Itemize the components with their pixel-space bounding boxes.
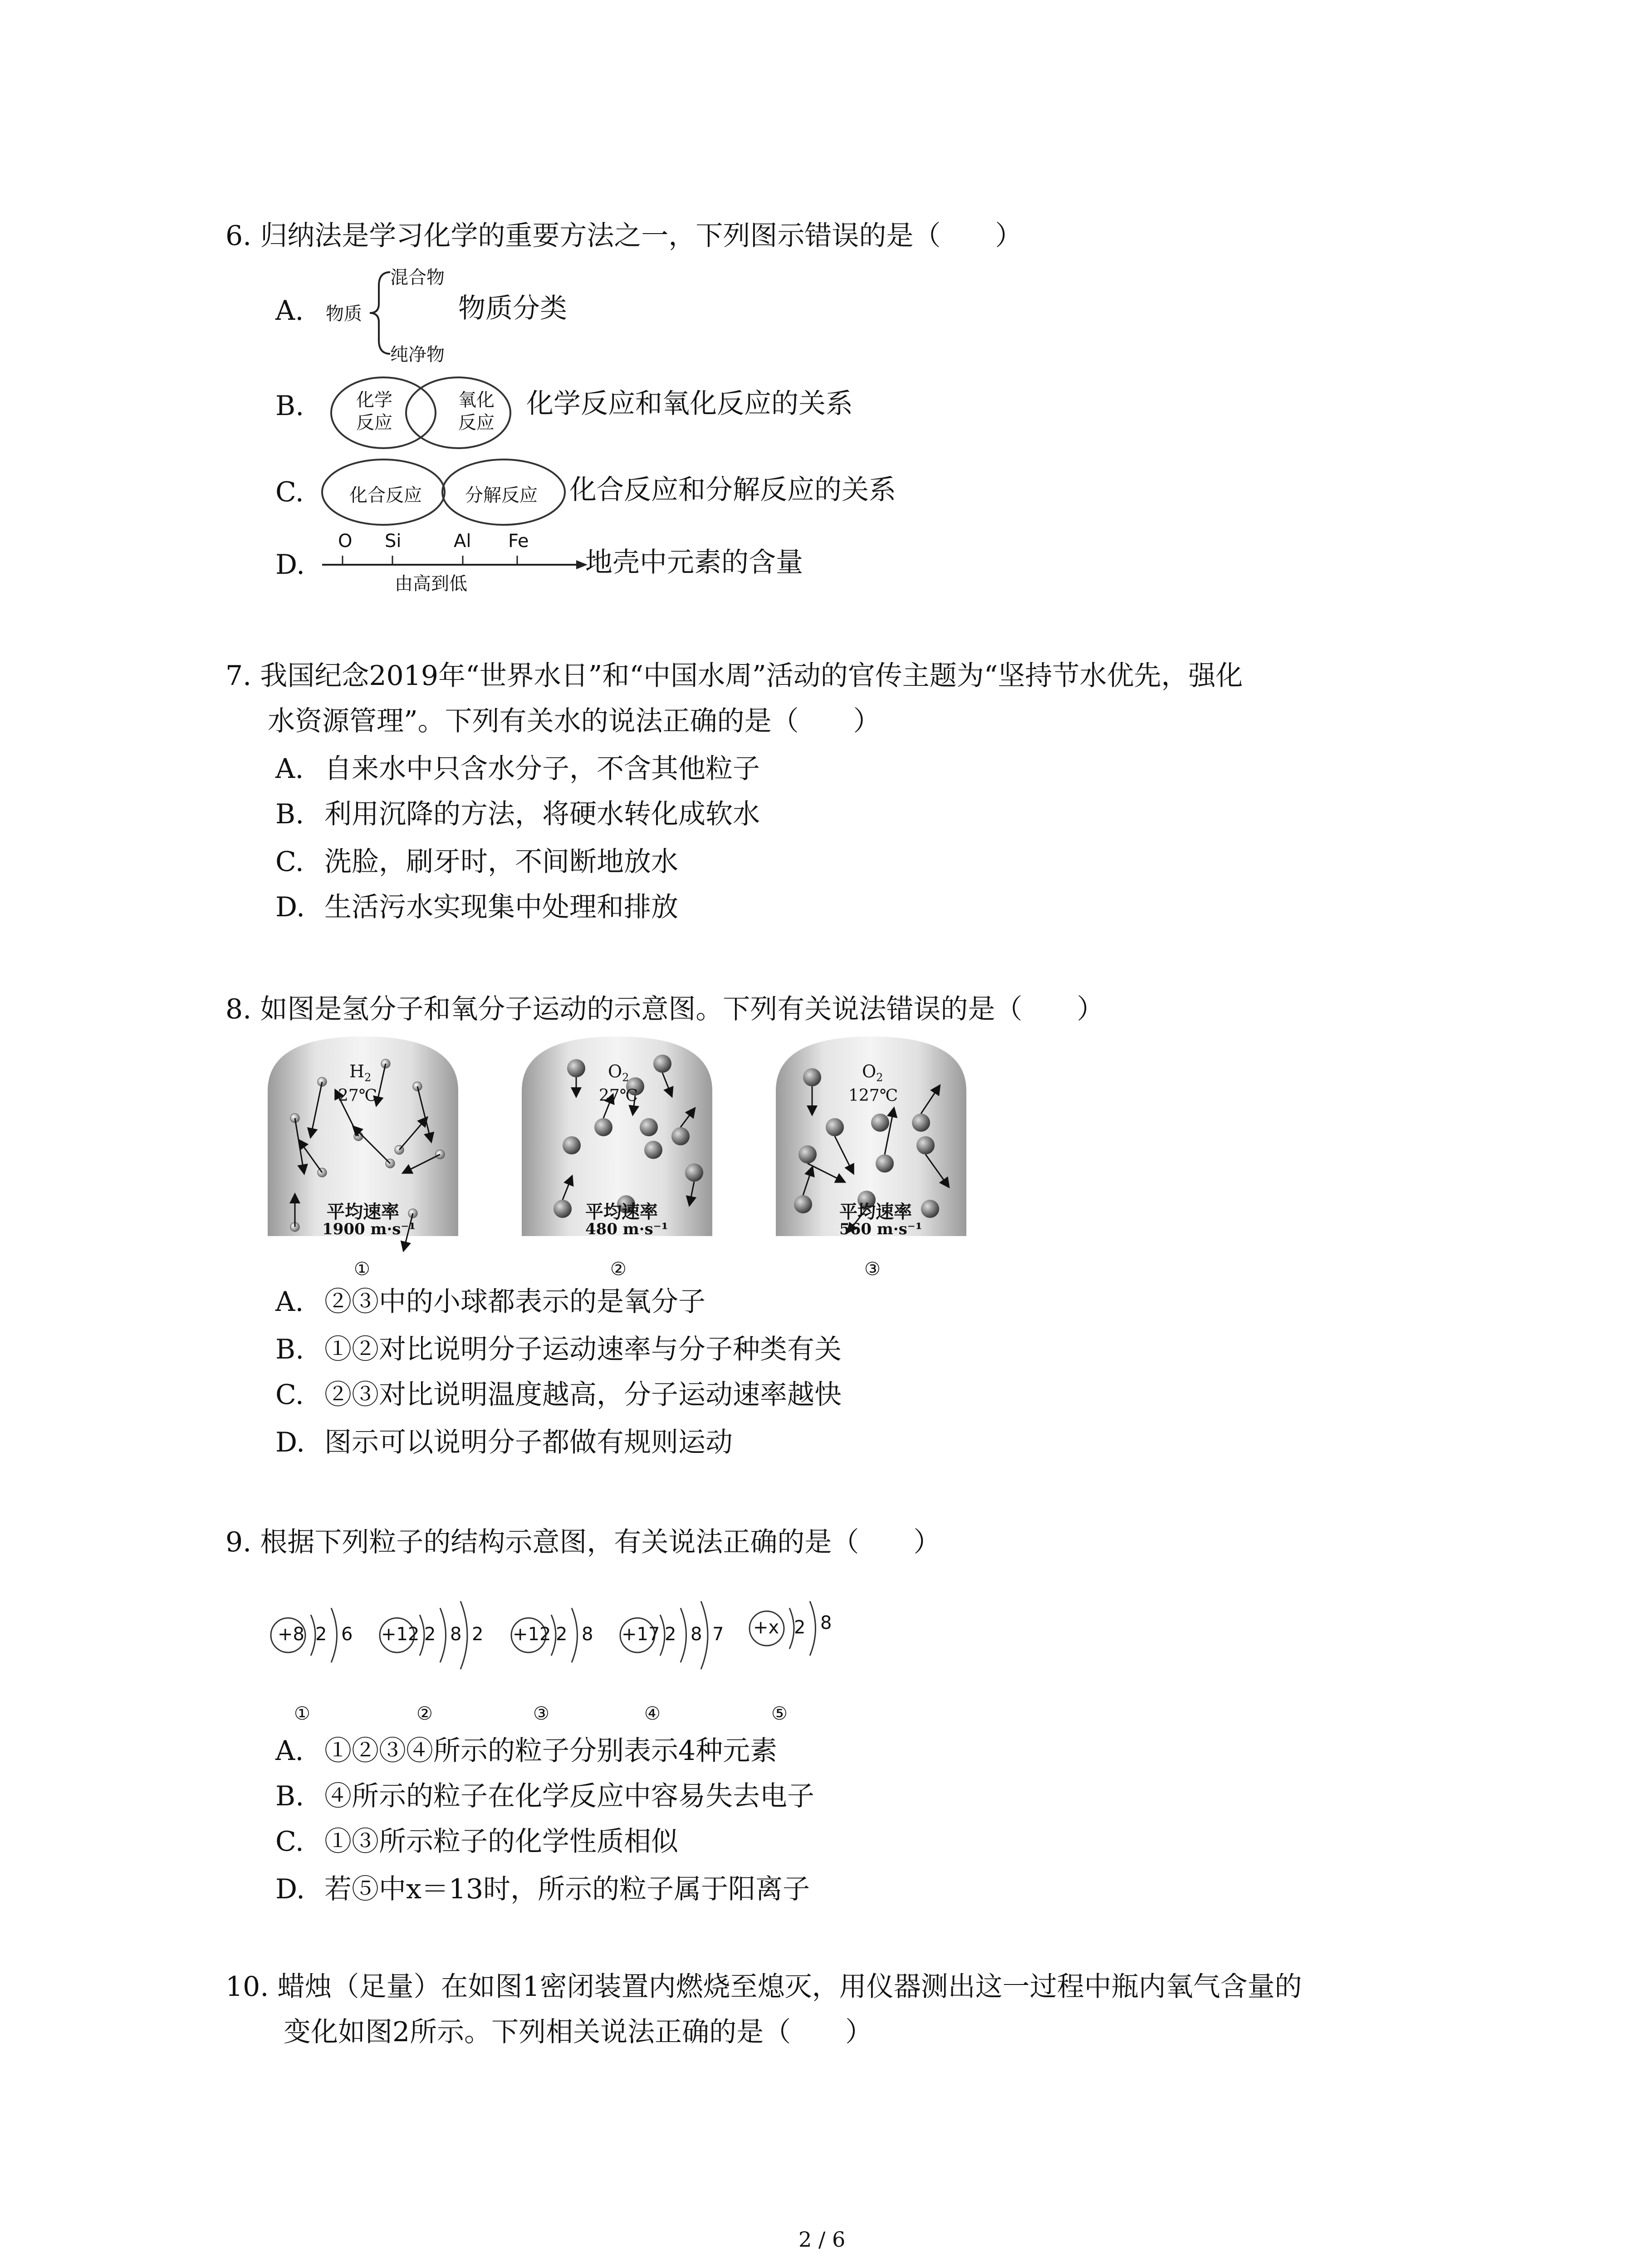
q7-stem-line-1: 7. 我国纪念2019年“世界水日”和“中国水周”活动的官传主题为“坚持节水优先，强化 (225, 660, 1243, 692)
q6-d-desc: 地壳中元素的含量 (585, 547, 803, 578)
q10-stem-line-2: 变化如图2所示。下列相关说法正确的是（ ） (284, 2016, 873, 2048)
q9-p2-shell-1: 2 (424, 1624, 436, 1645)
q9-stem: 9. 根据下列粒子的结构示意图，有关说法正确的是（ ） (225, 1526, 941, 1558)
q9-p2-shell-2: 8 (450, 1624, 462, 1645)
page-number: 2 / 6 (798, 2227, 846, 2252)
q8-option-c-letter: C. (275, 1379, 304, 1411)
q7-option-a-letter: A. (275, 753, 304, 785)
q6-a-desc: 物质分类 (458, 293, 567, 324)
q6-stem: 6. 归纳法是学习化学的重要方法之一，下列图示错误的是（ ） (225, 220, 1023, 252)
q7-option-a-text: 自来水中只含水分子，不含其他粒子 (324, 753, 760, 785)
q9-option-d-text: 若⑤中x＝13时，所示的粒子属于阳离子 (324, 1873, 810, 1905)
q6-c-desc: 化合反应和分解反应的关系 (569, 474, 896, 506)
q6-option-c-letter: C. (275, 476, 304, 508)
q8-option-a-text: ②③中的小球都表示的是氧分子 (324, 1286, 705, 1318)
q8-panel-3-gas: $O_2$ (862, 1061, 883, 1084)
q7-option-d-letter: D. (275, 891, 305, 923)
q6-option-b-letter: B. (275, 390, 304, 422)
q7-option-c-letter: C. (275, 846, 304, 878)
q6-option-d-letter: D. (275, 549, 305, 581)
q6-a-bottom: 纯净物 (390, 344, 445, 365)
q7-option-b-text: 利用沉降的方法，将硬水转化成软水 (324, 798, 760, 830)
q9-p4-nucleus: +17 (622, 1624, 660, 1645)
q6-d-axis-label: 由高到低 (395, 573, 467, 594)
q9-p4-shell-3: 7 (712, 1624, 724, 1645)
q6-d-elem-fe: Fe (508, 531, 529, 552)
q9-p3-number: ③ (533, 1703, 549, 1724)
q8-panel-3-number: ③ (864, 1259, 881, 1280)
q6-b-right-2: 反应 (458, 412, 495, 433)
q9-p1-shell-1: 2 (315, 1624, 327, 1645)
q8-panel-3-temp: 127℃ (848, 1086, 898, 1105)
q6-c-right: 分解反应 (465, 485, 538, 506)
q6-c-left: 化合反应 (349, 485, 422, 506)
q10-stem-line-1: 10. 蜡烛（足量）在如图1密闭装置内燃烧至熄灭，用仪器测出这一过程中瓶内氧气含量的 (225, 1971, 1302, 2003)
q6-b-right-1: 氧化 (458, 390, 495, 411)
q9-p5-shell-2: 8 (820, 1613, 832, 1633)
q7-option-b-letter: B. (275, 798, 304, 830)
q9-option-b-letter: B. (275, 1780, 304, 1812)
q8-panel-2-rate: 480 m·s⁻¹ (585, 1220, 668, 1238)
q7-option-d-text: 生活污水实现集中处理和排放 (324, 891, 678, 923)
q6-a-top: 混合物 (390, 267, 445, 288)
q8-panel-2-rate-label: 平均速率 (585, 1202, 658, 1222)
q8-stem: 8. 如图是氢分子和氧分子运动的示意图。下列有关说法错误的是（ ） (225, 993, 1104, 1025)
q8-panel-2-number: ② (610, 1259, 627, 1280)
q6-b-left-2: 反应 (356, 412, 392, 433)
q7-option-c-text: 洗脸，刷牙时，不间断地放水 (324, 846, 678, 878)
q8-option-d-text: 图示可以说明分子都做有规则运动 (324, 1427, 733, 1458)
q8-panel-3-rate-label: 平均速率 (839, 1202, 912, 1222)
q8-option-a-letter: A. (275, 1286, 304, 1318)
q6-d-elem-al: Al (454, 531, 471, 552)
q9-p5-nucleus: +x (753, 1617, 779, 1638)
q6-b-venn (322, 372, 526, 454)
q8-option-b-letter: B. (275, 1334, 304, 1365)
q9-option-a-text: ①②③④所示的粒子分别表示4种元素 (324, 1735, 778, 1767)
q8-panel-1-temp: 27℃ (338, 1086, 377, 1105)
q6-option-a-letter: A. (275, 295, 304, 327)
q9-p5-shell-1: 2 (794, 1617, 806, 1638)
q9-p3-shell-2: 8 (582, 1624, 593, 1645)
q8-panel-2-temp: 27℃ (599, 1086, 638, 1105)
q6-b-left-1: 化学 (356, 390, 392, 411)
q9-option-b-text: ④所示的粒子在化学反应中容易失去电子 (324, 1780, 814, 1812)
q9-option-a-letter: A. (275, 1735, 304, 1767)
q8-panel-1-rate: 1900 m·s⁻¹ (322, 1220, 416, 1238)
q9-option-c-letter: C. (275, 1826, 304, 1857)
q9-p1-number: ① (294, 1703, 310, 1724)
q6-d-elem-si: Si (385, 531, 402, 552)
q9-p2-shell-3: 2 (472, 1624, 484, 1645)
q8-panel-2-gas: $O_2$ (608, 1061, 629, 1084)
q9-p1-nucleus: +8 (278, 1624, 304, 1645)
q8-panel-1-rate-label: 平均速率 (327, 1202, 399, 1222)
q9-p3-shell-1: 2 (556, 1624, 568, 1645)
q9-p4-shell-2: 8 (691, 1624, 702, 1645)
q8-panel-1-gas: $H_2$ (349, 1061, 372, 1084)
q9-option-c-text: ①③所示粒子的化学性质相似 (324, 1826, 678, 1857)
q9-p2-number: ② (416, 1703, 433, 1724)
q8-panel-3-rate: 560 m·s⁻¹ (839, 1220, 922, 1238)
q9-p4-shell-1: 2 (665, 1624, 676, 1645)
q9-p3-nucleus: +12 (513, 1624, 551, 1645)
q6-b-desc: 化学反应和氧化反应的关系 (526, 388, 853, 420)
q9-p5-number: ⑤ (771, 1703, 788, 1724)
q9-p4-number: ④ (644, 1703, 661, 1724)
q8-option-b-text: ①②对比说明分子运动速率与分子种类有关 (324, 1334, 842, 1365)
q9-p2-nucleus: +12 (381, 1624, 420, 1645)
q6-a-root: 物质 (326, 303, 362, 324)
q9-p1-shell-2: 6 (341, 1624, 353, 1645)
q6-d-elem-o: O (338, 531, 353, 552)
q8-option-c-text: ②③对比说明温度越高，分子运动速率越快 (324, 1379, 842, 1411)
q8-panel-1-number: ① (354, 1259, 370, 1280)
q7-stem-line-2: 水资源管理”。下列有关水的说法正确的是（ ） (268, 705, 881, 737)
q8-option-d-letter: D. (275, 1427, 305, 1458)
q9-option-d-letter: D. (275, 1873, 305, 1905)
